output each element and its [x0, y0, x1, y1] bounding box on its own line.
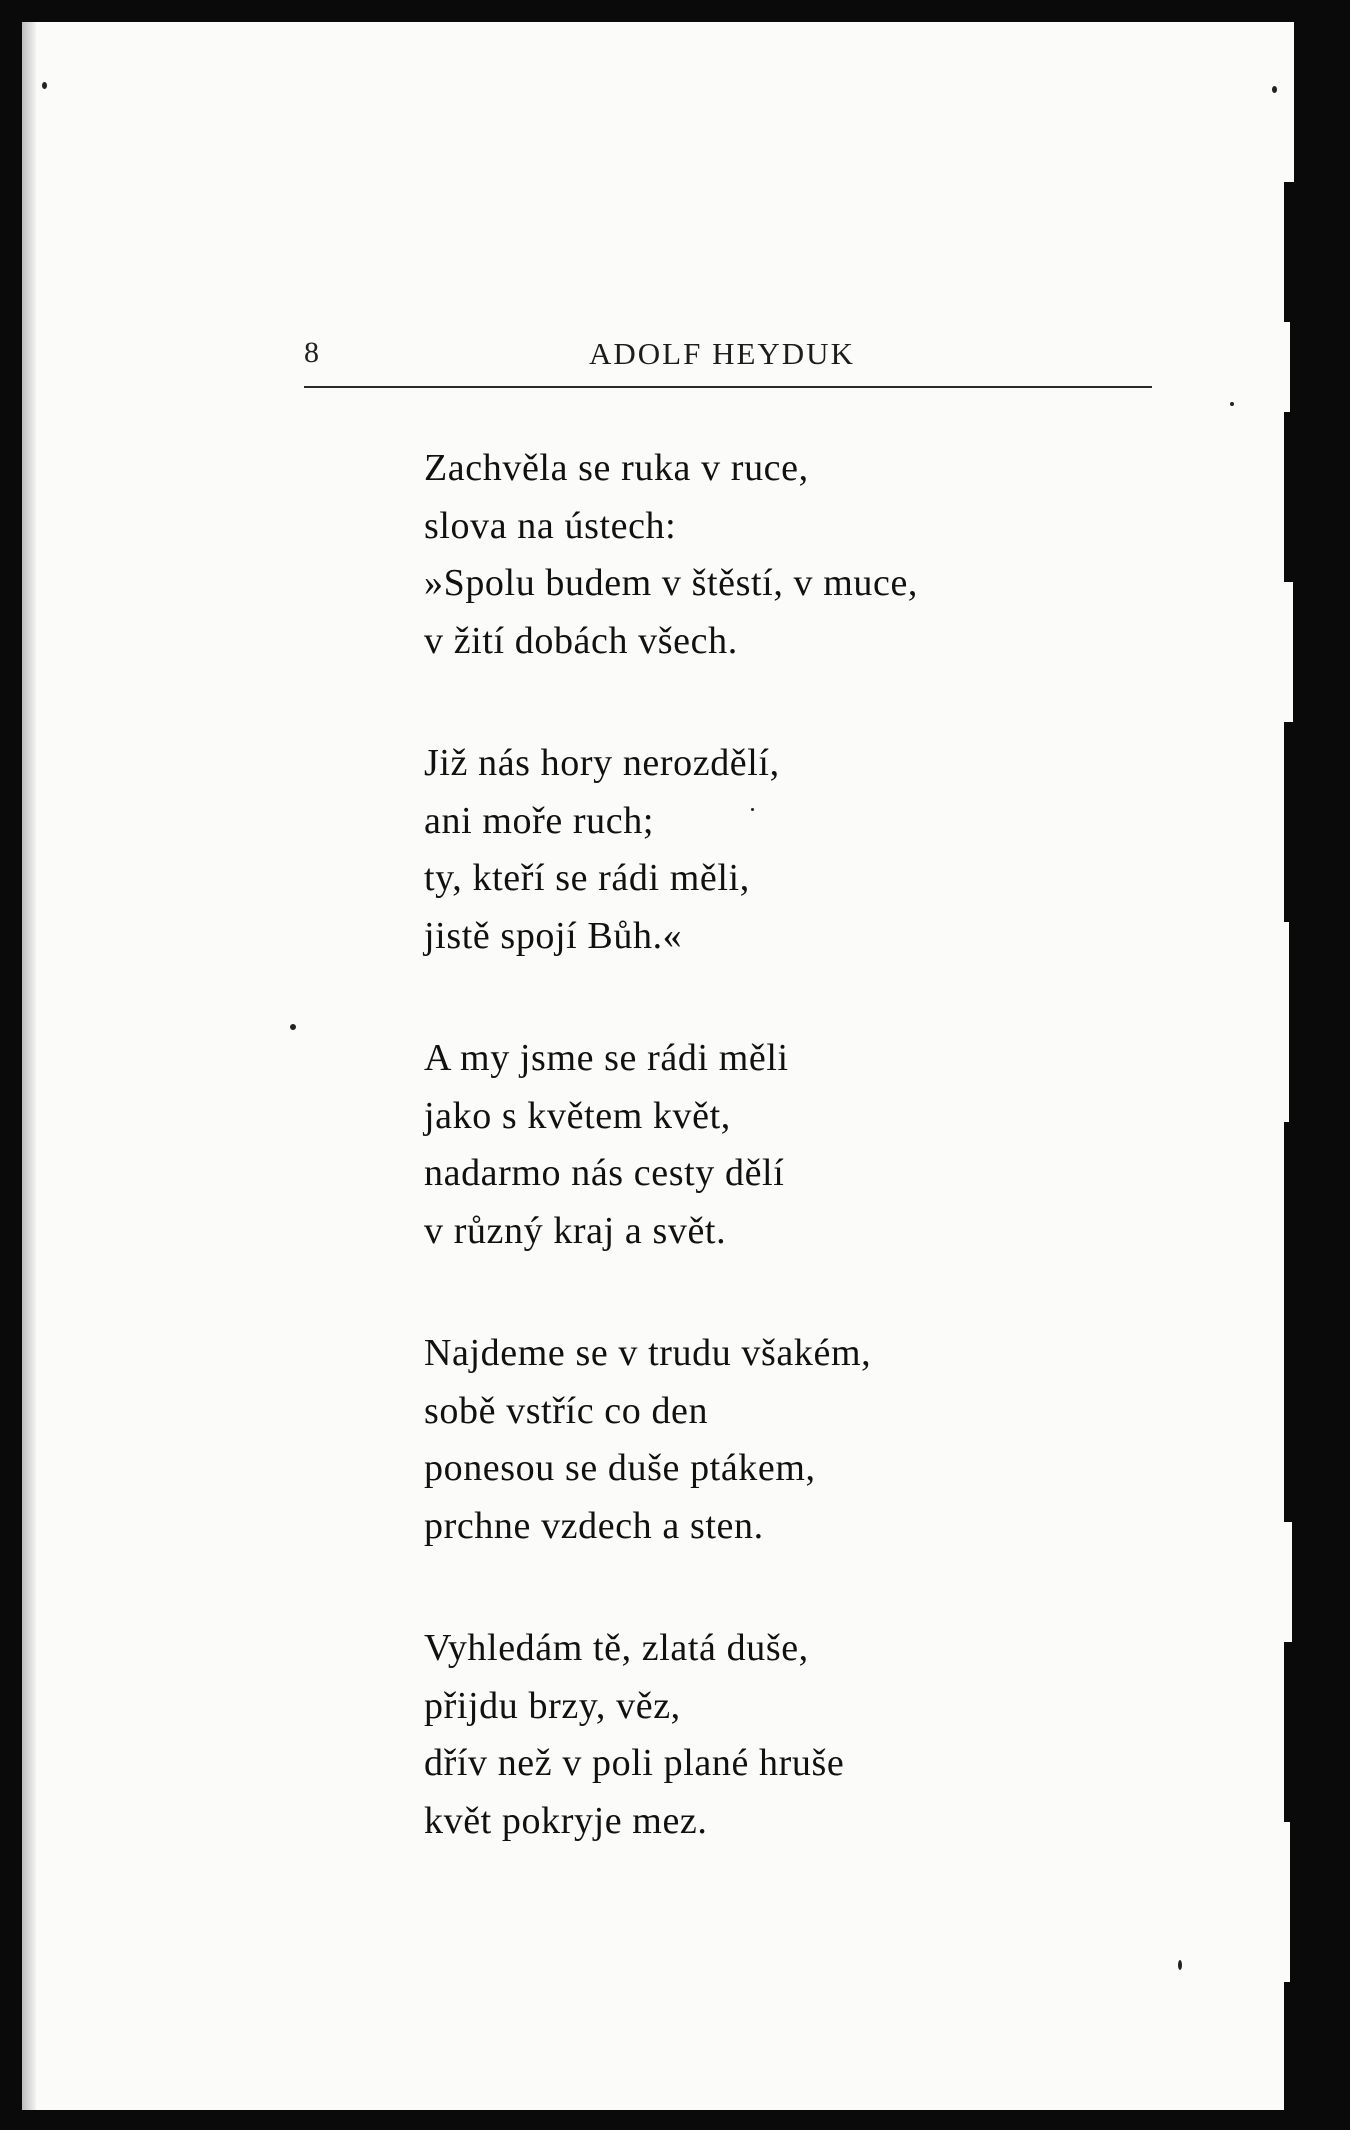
stanza [424, 1620, 1124, 1850]
ink-speck [1272, 86, 1277, 93]
verse-line: přijdu brzy, věz, [424, 1684, 681, 1727]
verse-line: v žití dobách všech. [424, 619, 738, 662]
page-number: 8 [304, 336, 319, 369]
verse-line: Již nás hory nerozdělí, [424, 742, 780, 784]
ink-speck [1178, 1960, 1182, 1970]
verse-line: ty, kteří se rádi měli, [424, 857, 750, 899]
verse-line: Najdeme se v trudu všakém, [424, 1332, 872, 1374]
ink-speck [42, 82, 47, 89]
running-head: ADOLF HEYDUK [589, 336, 855, 371]
page-header [304, 310, 1152, 371]
edge-nick [1284, 22, 1294, 182]
stanza [424, 1325, 1124, 1555]
verse-line: ponesou se duše ptákem, [424, 1447, 816, 1489]
edge-nick [1284, 1822, 1290, 1982]
verse-line: Vyhledám tě, zlatá duše, [424, 1627, 809, 1669]
scan-right-edge [1284, 22, 1318, 2110]
ink-speck [1230, 402, 1234, 406]
verse-line: jako s květem květ, [424, 1094, 731, 1137]
ink-speck [290, 1024, 296, 1030]
verse-line: jistě spojí Bůh.« [424, 914, 683, 957]
verse-line: ani moře ruch; [424, 799, 654, 842]
edge-nick [1284, 922, 1289, 1122]
verse-line: Zachvěla se ruka v ruce, [424, 447, 809, 489]
verse-line: A my jsme se rádi měli [424, 1037, 789, 1079]
edge-nick [1284, 582, 1293, 722]
poem [424, 440, 1124, 1915]
book-page [22, 22, 1318, 2110]
verse-line: nadarmo nás cesty dělí [424, 1152, 785, 1194]
verse-line: slova na ústech: [424, 504, 677, 547]
edge-nick [1284, 322, 1290, 412]
page-gutter-shadow [22, 22, 36, 2110]
verse-line: dřív než v poli plané hruše [424, 1742, 845, 1784]
edge-nick [1284, 1522, 1292, 1642]
verse-line: v různý kraj a svět. [424, 1209, 727, 1252]
verse-line: »Spolu budem v štěstí, v muce, [424, 562, 919, 604]
verse-line: květ pokryje mez. [424, 1799, 708, 1842]
verse-line: sobě vstříc co den [424, 1389, 709, 1432]
verse-line: prchne vzdech a sten. [424, 1504, 764, 1547]
stanza [424, 440, 1124, 670]
stanza [424, 735, 1124, 965]
header-rule [304, 386, 1152, 388]
stanza [424, 1030, 1124, 1260]
